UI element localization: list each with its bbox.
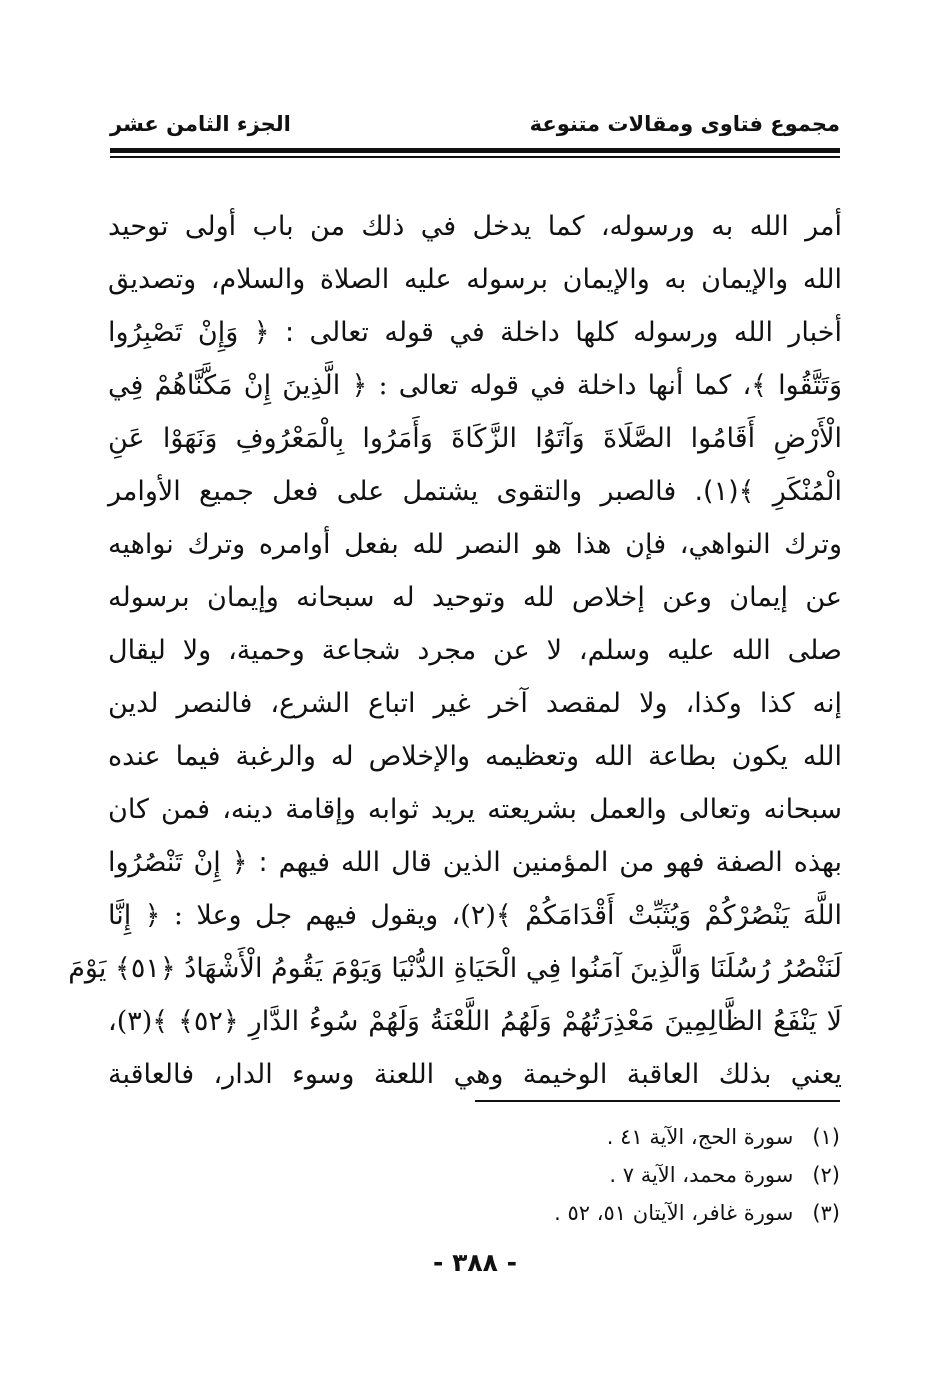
footnotes xyxy=(340,1118,840,1232)
page-number: - ٣٨٨ - xyxy=(433,1248,517,1277)
body-line: أمر الله به ورسوله، كما يدخل في ذلك من باب أولى توحيد xyxy=(108,211,842,242)
body-line: اللَّهَ يَنْصُرْكُمْ وَيُثَبِّتْ أَقْدَامَكُمْ ﴾(٢)، ويقول فيهم جل وعلا : ﴿ إِنَّا xyxy=(108,900,842,931)
header-rule-thick xyxy=(110,148,840,153)
body-line: عن إيمان وعن إخلاص لله وتوحيد له سبحانه وإيمان برسوله xyxy=(108,582,842,613)
footnote-number: (٣) xyxy=(812,1201,840,1225)
body-line: الْأَرْضِ أَقَامُوا الصَّلَاةَ وَآتَوُا الزَّكَاةَ وَأَمَرُوا بِالْمَعْرُوفِ وَنَهَوْا عَنِ xyxy=(108,423,842,454)
body-line: صلى الله عليه وسلم، لا عن مجرد شجاعة وحمية، ولا ليقال xyxy=(108,635,842,666)
body-line: الله يكون بطاعة الله وتعظيمه والإخلاص له والرغبة فيما عنده xyxy=(108,741,842,772)
footnote-item xyxy=(340,1118,840,1156)
header-rule-thin xyxy=(110,156,840,158)
body-line: الْمُنْكَرِ ﴾(١). فالصبر والتقوى يشتمل على فعل جميع الأوامر xyxy=(108,476,842,507)
footnote-item xyxy=(340,1156,840,1194)
body-line: لَنَنْصُرُ رُسُلَنَا وَالَّذِينَ آمَنُوا فِي الْحَيَاةِ الدُّنْيَا وَيَوْمَ يَقُومُ الْأَشْهَادُ ﴿٥١﴾ يَوْمَ xyxy=(68,953,842,984)
body-line: لَا يَنْفَعُ الظَّالِمِينَ مَعْذِرَتُهُمْ وَلَهُمُ اللَّعْنَةُ وَلَهُمْ سُوءُ الدَّارِ ﴿٥٢﴾ ﴾(٣)، xyxy=(108,1006,842,1037)
footnote-text: سورة الحج، الآية ٤١ . xyxy=(606,1125,794,1149)
body-line: وترك النواهي، فإن هذا هو النصر لله بفعل أوامره وترك نواهيه xyxy=(108,529,842,560)
body-line: وَتَتَّقُوا ﴾، كما أنها داخلة في قوله تعالى : ﴿ الَّذِينَ إِنْ مَكَّنَّاهُمْ فِي xyxy=(108,370,842,401)
main-body-text xyxy=(68,200,842,1101)
footnote-number: (١) xyxy=(812,1125,840,1149)
body-line: أخبار الله ورسوله كلها داخلة في قوله تعالى : ﴿ وَإِنْ تَصْبِرُوا xyxy=(108,317,842,348)
footnote-item xyxy=(340,1194,840,1232)
footnote-number: (٢) xyxy=(812,1163,840,1187)
body-line: يعني بذلك العاقبة الوخيمة وهي اللعنة وسوء الدار، فالعاقبة xyxy=(108,1059,842,1090)
body-line: سبحانه وتعالى والعمل بشريعته يريد ثوابه وإقامة دينه، فمن كان xyxy=(108,794,842,825)
body-line: الله والإيمان به والإيمان برسوله عليه الصلاة والسلام، وتصديق xyxy=(108,264,842,295)
footnote-text: سورة غافر، الآيتان ٥١، ٥٢ . xyxy=(554,1201,794,1225)
footnote-separator xyxy=(475,1100,840,1102)
body-line: بهذه الصفة فهو من المؤمنين الذين قال الله فيهم : ﴿ إِنْ تَنْصُرُوا xyxy=(108,847,842,878)
footnote-text: سورة محمد، الآية ٧ . xyxy=(609,1163,794,1187)
book-title: مجموع فتاوى ومقالات متنوعة xyxy=(529,112,840,136)
body-line: إنه كذا وكذا، ولا لمقصد آخر غير اتباع الشرع، فالنصر لدين xyxy=(108,688,842,719)
volume-label: الجزء الثامن عشر xyxy=(110,112,291,136)
page-header xyxy=(110,112,840,144)
